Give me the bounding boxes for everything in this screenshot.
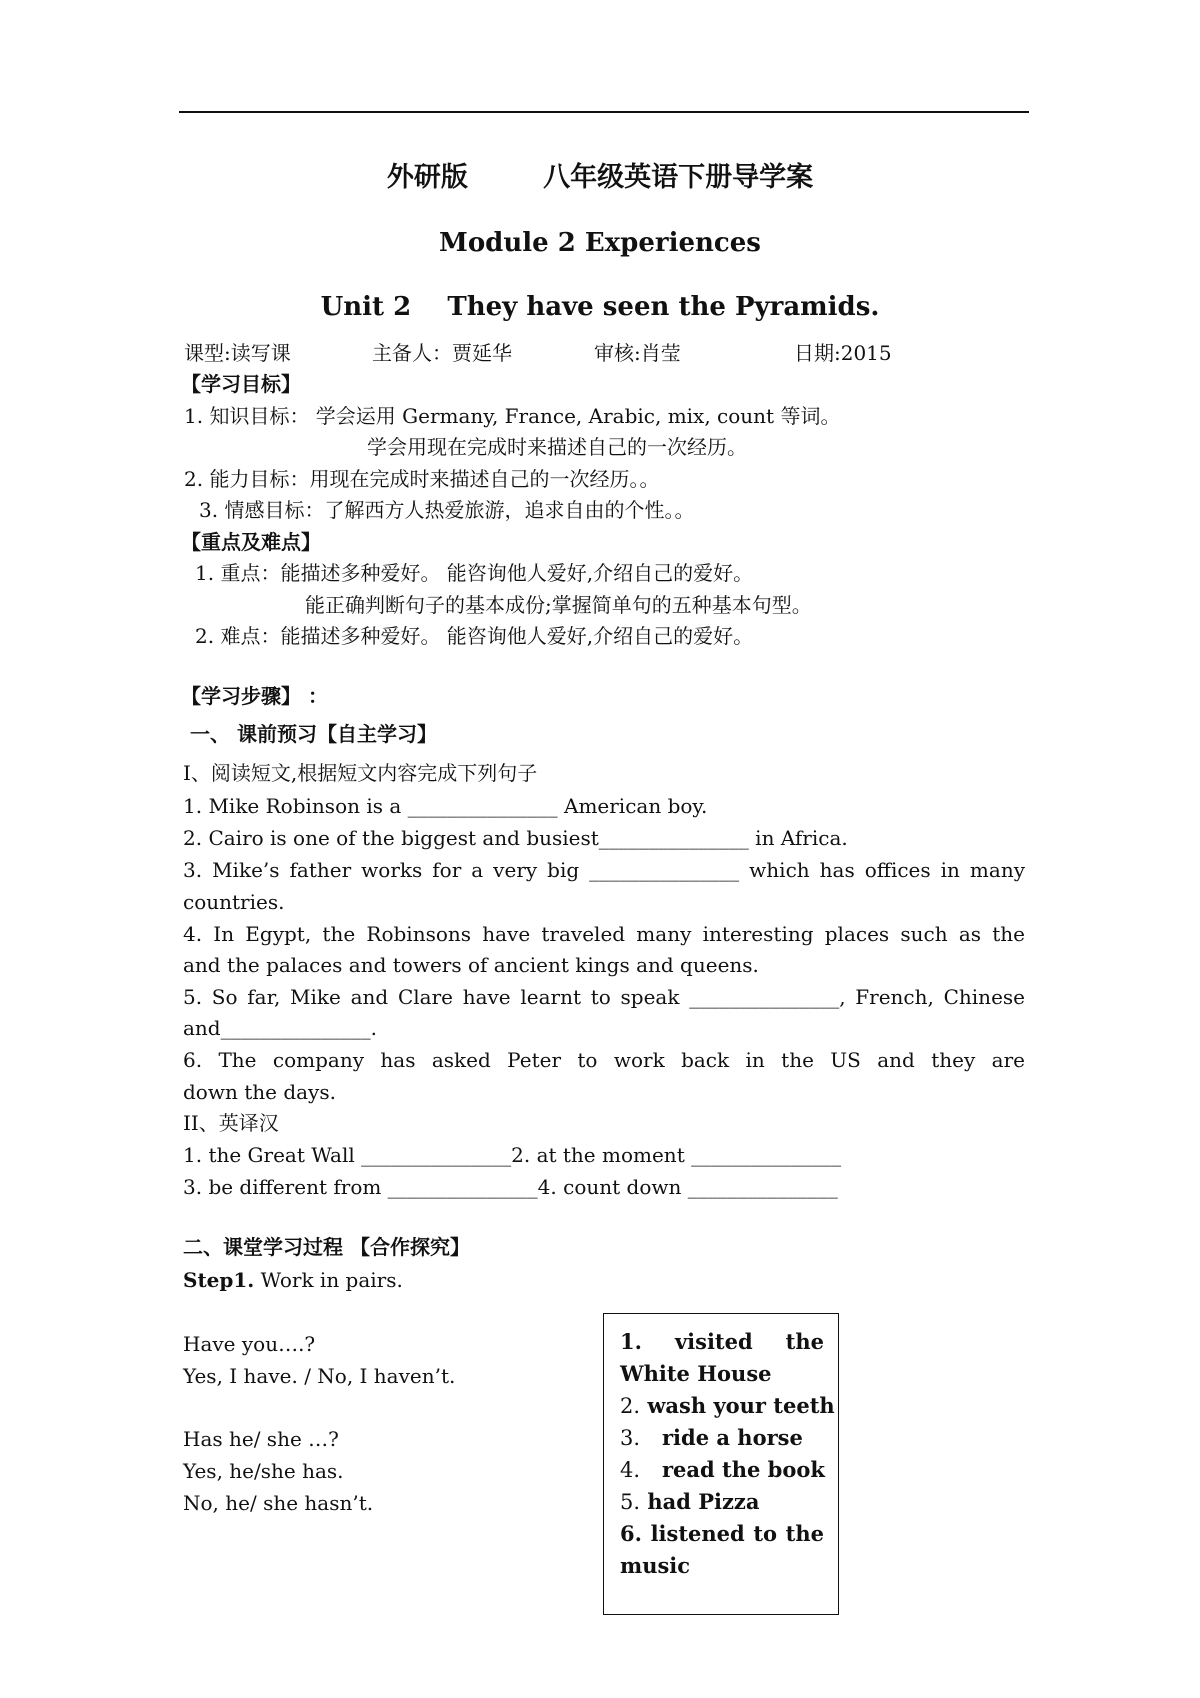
question-line: 6. The company has asked Peter to work back in the US and they are [183,1048,1025,1072]
step1-line [183,1266,403,1294]
phrase-line: 4. read the book [620,1457,825,1482]
meta-date: 日期:2015 [794,341,892,365]
objective-line: 学会用现在完成时来描述自己的一次经历。 [367,435,747,459]
question-line: 2. Cairo is one of the biggest and busiest_______________ in Africa. [183,826,848,850]
step1-label: Step1. [183,1268,255,1292]
objective-line: 1. 知识目标： 学会运用 Germany, France, Arabic, mix, count 等词。 [184,404,841,428]
question-line: down the days. [183,1080,336,1104]
part1-title: I、阅读短文,根据短文内容完成下列句子 [183,761,538,785]
unit-title: Unit 2 They have seen the Pyramids. [320,292,880,322]
meta-type: 课型:读写课 [184,341,291,365]
objective-line: 3. 情感目标：了解西方人热爱旅游，追求自由的个性。。 [199,498,695,522]
header-rule [179,111,1029,113]
meta-reviewer: 审核:肖莹 [594,341,681,365]
translation-line: 3. be different from _______________4. count down _______________ [183,1175,838,1199]
question-line: 5. So far, Mike and Clare have learnt to speak _______________, French, Chinese [183,985,1025,1009]
phrase-line: music [620,1553,691,1578]
dialog-line: Yes, I have. / No, I haven’t. [183,1364,456,1388]
objectives-heading: 【学习目标】 [181,372,301,396]
dialog-line: Yes, he/she has. [183,1459,344,1483]
question-line: and the palaces and towers of ancient kings and queens. [183,953,759,977]
phrase-line: 1. visited the [620,1329,824,1354]
key-point-line: 能正确判断句子的基本成份;掌握简单句的五种基本句型。 [305,593,812,617]
phrase-line: 3. ride a horse [620,1425,803,1450]
question-line: 4. In Egypt, the Robinsons have traveled many interesting places such as the [183,922,1025,946]
section-classroom: 二、课堂学习过程 【合作探究】 [183,1235,470,1259]
question-line: countries. [183,890,285,914]
phrase-line: 6. listened to the [620,1521,824,1546]
step1-text: Work in pairs. [254,1268,403,1292]
question-line: 1. Mike Robinson is a _______________ American boy. [183,794,708,818]
dialog-line: Have you….? [183,1332,316,1356]
key-points-heading: 【重点及难点】 [181,530,321,554]
section-preview: 一、 课前预习【自主学习】 [190,722,437,746]
meta-author: 主备人：贾延华 [372,341,512,365]
part2-title: II、英译汉 [183,1111,279,1135]
dialog-line: No, he/ she hasn’t. [183,1491,374,1515]
key-point-line: 1. 重点：能描述多种爱好。 能咨询他人爱好,介绍自己的爱好。 [195,561,754,585]
question-line: and_______________. [183,1016,377,1040]
objective-line: 2. 能力目标：用现在完成时来描述自己的一次经历。。 [184,467,660,491]
dialog-line: Has he/ she …? [183,1427,339,1451]
phrase-line: 5. had Pizza [620,1489,760,1514]
phrase-line: 2. wash your teeth [620,1393,835,1418]
question-line: 3. Mike’s father works for a very big _______________ which has offices in many [183,858,1025,882]
document-title: 外研版 八年级英语下册导学案 [386,162,814,193]
phrase-box [603,1313,839,1615]
phrase-line: White House [620,1361,772,1386]
steps-heading: 【学习步骤】 ： [181,684,328,708]
module-title: Module 2 Experiences [439,228,761,258]
key-point-line: 2. 难点：能描述多种爱好。 能咨询他人爱好,介绍自己的爱好。 [195,624,754,648]
translation-line: 1. the Great Wall _______________2. at the moment _______________ [183,1143,842,1167]
